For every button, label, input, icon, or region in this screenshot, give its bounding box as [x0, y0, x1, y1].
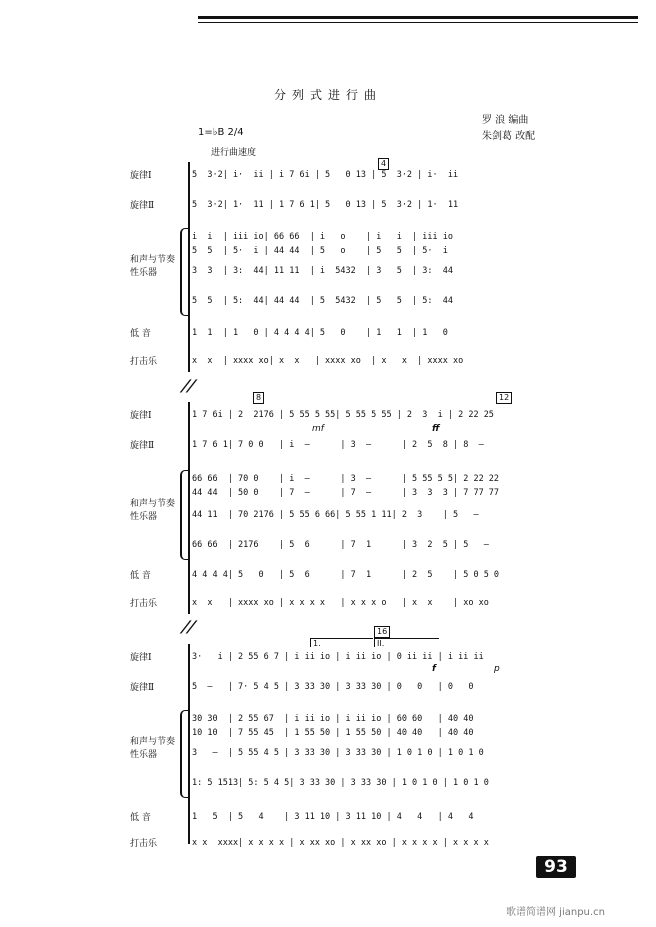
row-percussion: x x xxxx| x x x x | x xx xo | x xx xo | x x x x | x x x x: [192, 838, 489, 848]
row-harmony-2: 10 10 | 7 55 45 | 1 55 50 | 1 55 50 | 40 40 | 40 40: [192, 728, 474, 738]
site-watermark: 歌谱简谱网 jianpu.cn: [506, 907, 605, 918]
dynamic-f: f: [432, 664, 436, 674]
row-harmony-3: 3 3 | 3: 44| 11 11 | i 5432 | 3 5 | 3: 44: [192, 266, 453, 276]
row-harmony-1: i i | iii io| 66 66 | i o | i i | iii io: [192, 232, 453, 242]
label-melody1: 旋律Ⅰ: [130, 171, 152, 181]
label-bass: 低 音: [130, 571, 151, 581]
rehearsal-mark-16: 16: [374, 626, 390, 638]
row-harmony-2: 5 5 | 5· i | 44 44 | 5 o | 5 5 | 5· i: [192, 246, 448, 256]
page-number-badge: 93: [536, 856, 576, 878]
row-percussion: x x | xxxx xo | x x x x | x x x o | x x | xo xo: [192, 598, 489, 608]
tempo-marking: 进行曲速度: [211, 148, 257, 158]
volta-first-ending: 1.: [310, 638, 373, 647]
top-border-rule-thin: [198, 22, 638, 23]
row-harmony-1: 30 30 | 2 55 67 | i ii io | i ii io | 60 60 | 40 40: [192, 714, 474, 724]
row-melody1: 1 7 6i | 2 2176 | 5 55 5 55| 5 55 5 55 | 2 3 i | 2 22 25: [192, 410, 494, 420]
rehearsal-mark-8: 8: [253, 392, 264, 404]
row-bass: 4 4 4 4| 5 0 | 5 6 | 7 1 | 2 5 | 5 0 5 0: [192, 570, 500, 580]
dynamic-p: p: [494, 664, 500, 674]
rehearsal-mark-12: 12: [496, 392, 512, 404]
dynamic-mf: mf: [312, 424, 324, 434]
row-harmony-4: 66 66 | 2176 | 5 6 | 7 1 | 3 2 5 | 5 —: [192, 540, 489, 550]
row-melody2: 5 3·2| 1· 11 | 1 7 6 1| 5 0 13 | 5 3·2 | 1· 11: [192, 200, 459, 210]
label-percussion: 打击乐: [130, 357, 158, 367]
label-harmony: 和声与节奏性乐器: [130, 737, 176, 760]
row-harmony-4: 1: 5 1513| 5: 5 4 5| 3 33 30 | 3 33 30 | 1 0 1 0 | 1 0 1 0: [192, 778, 489, 788]
row-percussion: x x | xxxx xo| x x | xxxx xo | x x | xxxx xo: [192, 356, 464, 366]
system-line: [188, 162, 190, 372]
label-melody1: 旋律Ⅰ: [130, 411, 152, 421]
system-line: [188, 644, 190, 844]
row-harmony-1: 66 66 | 70 0 | i — | 3 — | 5 55 5 5| 2 22 22: [192, 474, 500, 484]
row-melody1: 3· i | 2 55 6 7 | i ii io | i ii io | 0 ii ii | i ii ii: [192, 652, 484, 662]
label-harmony: 和声与节奏性乐器: [130, 499, 176, 522]
label-bass: 低 音: [130, 329, 151, 339]
top-border-rule: [198, 16, 638, 19]
label-harmony: 和声与节奏性乐器: [130, 255, 176, 278]
row-melody1: 5 3·2| i· ii | i 7 6i | 5 0 13 | 5 3·2 | i· ii: [192, 170, 459, 180]
system-line: [188, 402, 190, 614]
arranger-credit: 罗 浪 编曲: [482, 115, 529, 126]
row-harmony-2: 44 44 | 50 0 | 7 — | 7 — | 3 3 3 | 7 77 77: [192, 488, 500, 498]
row-harmony-3: 44 11 | 70 2176 | 5 55 6 66| 5 55 1 11| 2 3 | 5 —: [192, 510, 479, 520]
score-system-1: [130, 158, 555, 378]
dynamic-ff: ff: [432, 424, 440, 434]
score-system-3: [130, 628, 555, 850]
row-melody2: 5 — | 7· 5 4 5 | 3 33 30 | 3 33 30 | 0 0 | 0 0: [192, 682, 474, 692]
label-melody2: 旋律Ⅱ: [130, 683, 155, 693]
row-harmony-4: 5 5 | 5: 44| 44 44 | 5 5432 | 5 5 | 5: 44: [192, 296, 453, 306]
label-bass: 低 音: [130, 813, 151, 823]
system-break-mark: //: [178, 617, 200, 636]
score-title: 分列式进行曲: [273, 88, 382, 102]
label-melody1: 旋律Ⅰ: [130, 653, 152, 663]
volta-second-ending: II.: [374, 638, 439, 647]
row-bass: 1 5 | 5 4 | 3 11 10 | 3 11 10 | 4 4 | 4 4: [192, 812, 474, 822]
harmony-brace: [180, 228, 188, 316]
system-break-mark: //: [178, 376, 200, 395]
row-bass: 1 1 | 1 0 | 4 4 4 4| 5 0 | 1 1 | 1 0: [192, 328, 448, 338]
harmony-brace: [180, 470, 188, 560]
score-system-2: [130, 392, 555, 622]
label-percussion: 打击乐: [130, 599, 158, 609]
rehearsal-mark-4: 4: [378, 158, 389, 170]
label-melody2: 旋律Ⅱ: [130, 441, 155, 451]
label-melody2: 旋律Ⅱ: [130, 201, 155, 211]
adapter-credit: 朱剑葛 改配: [482, 131, 536, 142]
row-melody2: 1 7 6 1| 7 0 0 | i — | 3 — | 2 5 8 | 8 —: [192, 440, 484, 450]
harmony-brace: [180, 710, 188, 798]
label-percussion: 打击乐: [130, 839, 158, 849]
row-harmony-3: 3 — | 5 55 4 5 | 3 33 30 | 3 33 30 | 1 0 1 0 | 1 0 1 0: [192, 748, 484, 758]
key-signature: 1=♭B 2/4: [198, 127, 244, 138]
